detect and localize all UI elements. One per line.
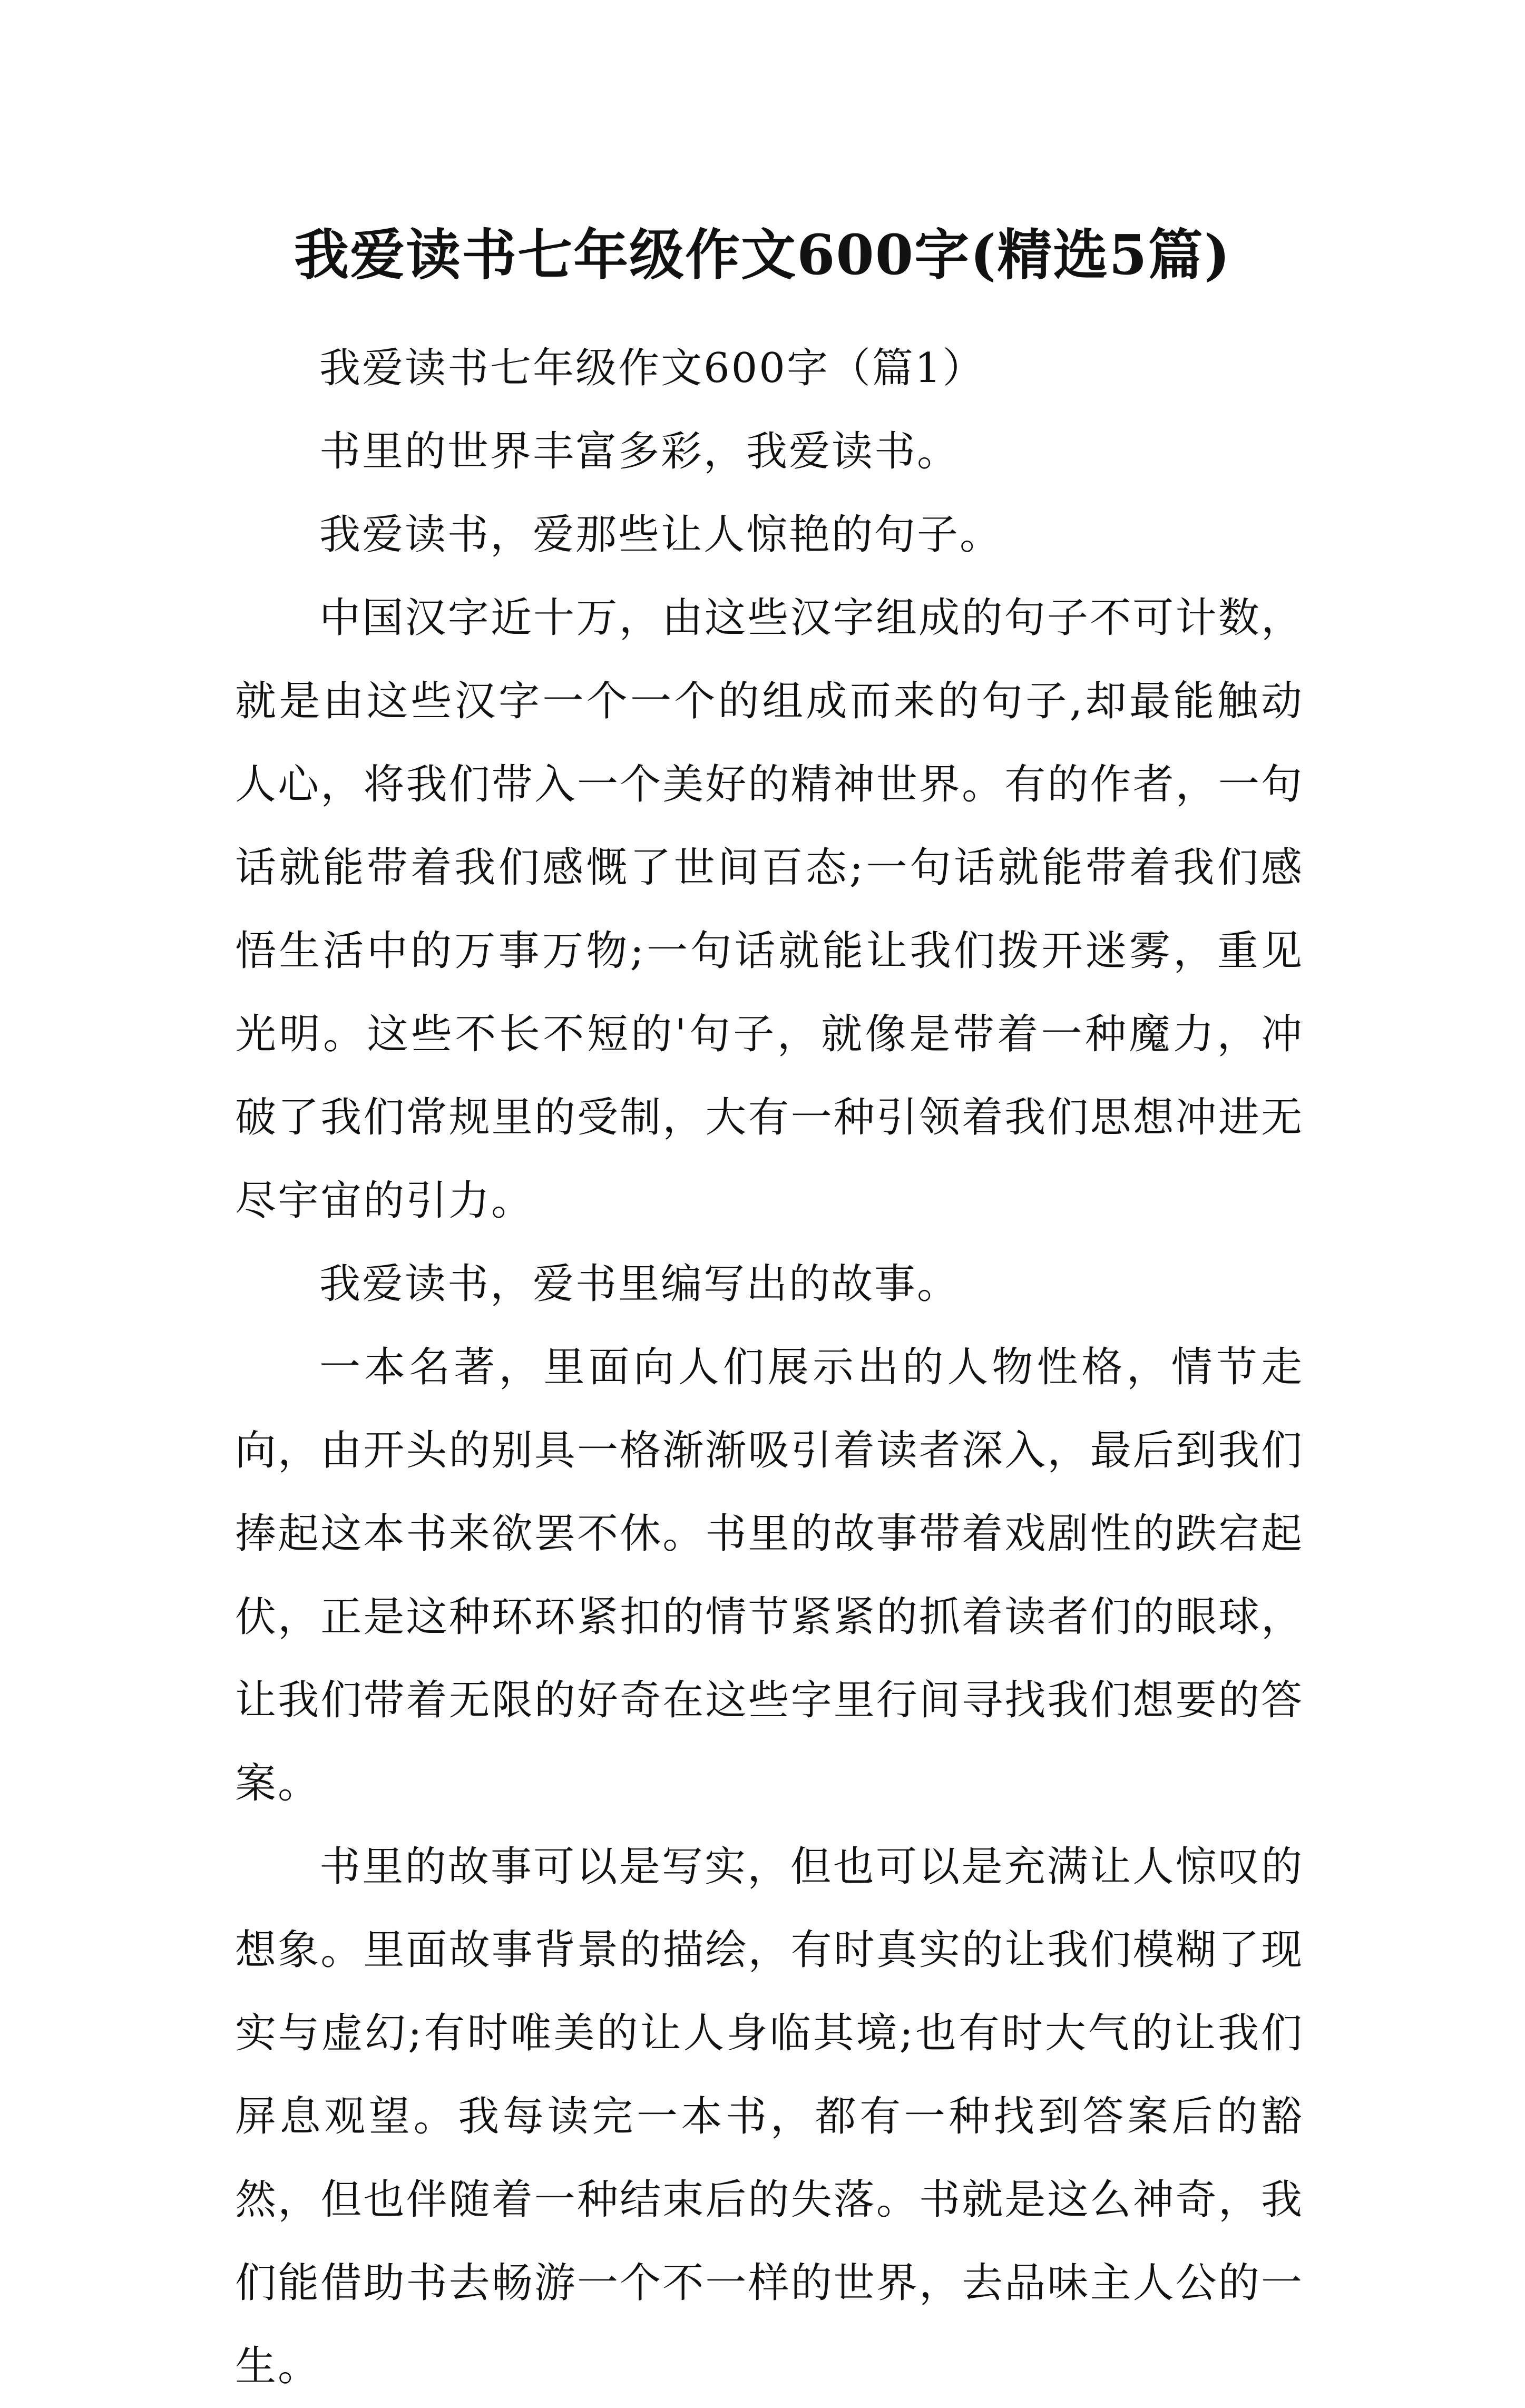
- paragraph: 书里的世界丰富多彩，我爱读书。: [319, 428, 960, 475]
- paragraph: 我爱读书，爱那些让人惊艳的句子。: [319, 511, 1003, 559]
- document-body: [235, 327, 1304, 2408]
- paragraph-heading-1: 我爱读书七年级作文600字（篇1）: [319, 345, 985, 392]
- paragraph: 书里的故事可以是写实，但也可以是充满让人惊叹的想象。里面故事背景的描绘，有时真实的让我们模糊了现实与虚幻;有时唯美的让人身临其境;也有时大气的让我们屏息观望。我每读完一本书，都有一种找到答案后的豁然，但也伴随着一种结束后的失落。书就是这么神奇，我们能借助书去畅游一个不一样的世界，去品味主人公的一生。: [235, 1843, 1304, 2390]
- paragraph: 一本名著，里面向人们展示出的人物性格，情节走向，由开头的别具一格渐渐吸引着读者深入，最后到我们捧起这本书来欲罢不休。书里的故事带着戏剧性的跌宕起伏，正是这种环环紧扣的情节紧紧的抓着读者们的眼球，让我们带着无限的好奇在这些字里行间寻找我们想要的答案。: [235, 1344, 1304, 1807]
- document-title: 我爱读书七年级作文600字(精选5篇): [294, 222, 1231, 287]
- paragraph: 我爱读书，爱书里编写出的故事。: [319, 1260, 960, 1308]
- paragraph: 中国汉字近十万，由这些汉字组成的句子不可计数，就是由这些汉字一个一个的组成而来的句子,却最能触动人心，将我们带入一个美好的精神世界。有的作者，一句话就能带着我们感慨了世间百态;一句话就能带着我们感悟生活中的万事万物;一句话就能让我们拨开迷雾，重见光明。这些不长不短的'句子，就像是带着一种魔力，冲破了我们常规里的受制，大有一种引领着我们思想冲进无尽宇宙的引力。: [235, 594, 1304, 1225]
